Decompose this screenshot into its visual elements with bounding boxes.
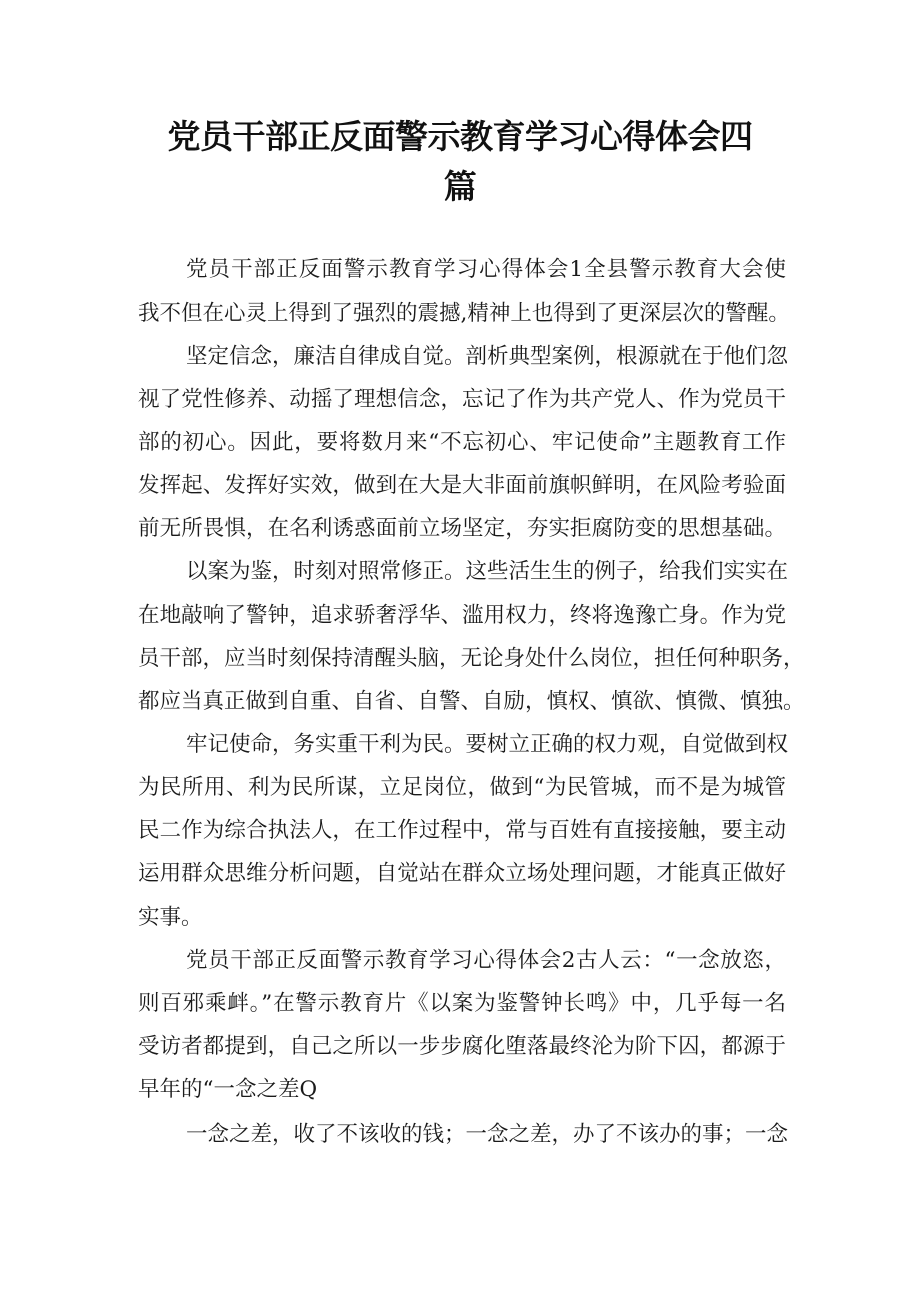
body-text-line: 运用群众思维分析问题，自觉站在群众立场处理问题，才能真正做好 [138, 861, 786, 886]
body-text-line: 在地敲响了警钟，追求骄奢浮华、滥用权力，终将逸豫亡身。作为党 [138, 603, 786, 628]
body-text-line: 为民所用、利为民所谋，立足岗位，做到“为民管城，而不是为城管 [138, 775, 786, 800]
body-text-line: 我不但在心灵上得到了强烈的震撼,精神上也得到了更深层次的警醒。 [138, 301, 790, 326]
body-text-line: 早年的“一念之差Q [138, 1077, 318, 1102]
body-text-line: 则百邪乘衅。”在警示教育片《以案为鉴警钟长鸣》中，几乎每一名 [138, 991, 786, 1016]
body-text-line: 员干部，应当时刻保持清醒头脑，无论身处什么岗位，担任何种职务， [138, 646, 805, 671]
body-text-line: 民二作为综合执法人，在工作过程中，常与百姓有直接接触，要主动 [138, 818, 786, 843]
body-text-line: 视了党性修养、动摇了理想信念，忘记了作为共产党人、作为党员干 [138, 387, 786, 412]
body-text-line: 受访者都提到，自己之所以一步步腐化堕落最终沦为阶下囚，都源于 [138, 1034, 786, 1059]
document-title-line-2: 篇 [443, 167, 477, 206]
body-text-line: 坚定信念，廉洁自律成自觉。剖析典型案例，根源就在于他们忽 [186, 344, 789, 369]
body-text-line: 前无所畏惧，在名利诱惑面前立场坚定，夯实拒腐防变的思想基础。 [138, 516, 786, 541]
body-text-line: 都应当真正做到自重、自省、自警、自励，慎权、慎欲、慎微、慎独。 [138, 689, 805, 714]
body-text-line: 一念之差，收了不该收的钱；一念之差，办了不该办的事；一念 [186, 1122, 789, 1147]
body-text-line: 牢记使命，务实重干利为民。要树立正确的权力观，自觉做到权 [186, 732, 789, 757]
body-text-line: 部的初心。因此，要将数月来“不忘初心、牢记使命”主题教育工作 [138, 430, 786, 455]
body-text-line: 实事。 [138, 905, 203, 930]
body-text-line: 发挥起、发挥好实效，做到在大是大非面前旗帜鲜明，在风险考验面 [138, 473, 786, 498]
body-text-line: 以案为鉴，时刻对照常修正。这些活生生的例子，给我们实实在 [186, 559, 789, 584]
body-text-line: 党员干部正反面警示教育学习心得体会1全县警示教育大会使 [186, 257, 786, 282]
document-title-line-1: 党员干部正反面警示教育学习心得体会四 [167, 117, 753, 156]
body-text-line: 党员干部正反面警示教育学习心得体会2古人云：“一念放恣， [186, 948, 786, 973]
